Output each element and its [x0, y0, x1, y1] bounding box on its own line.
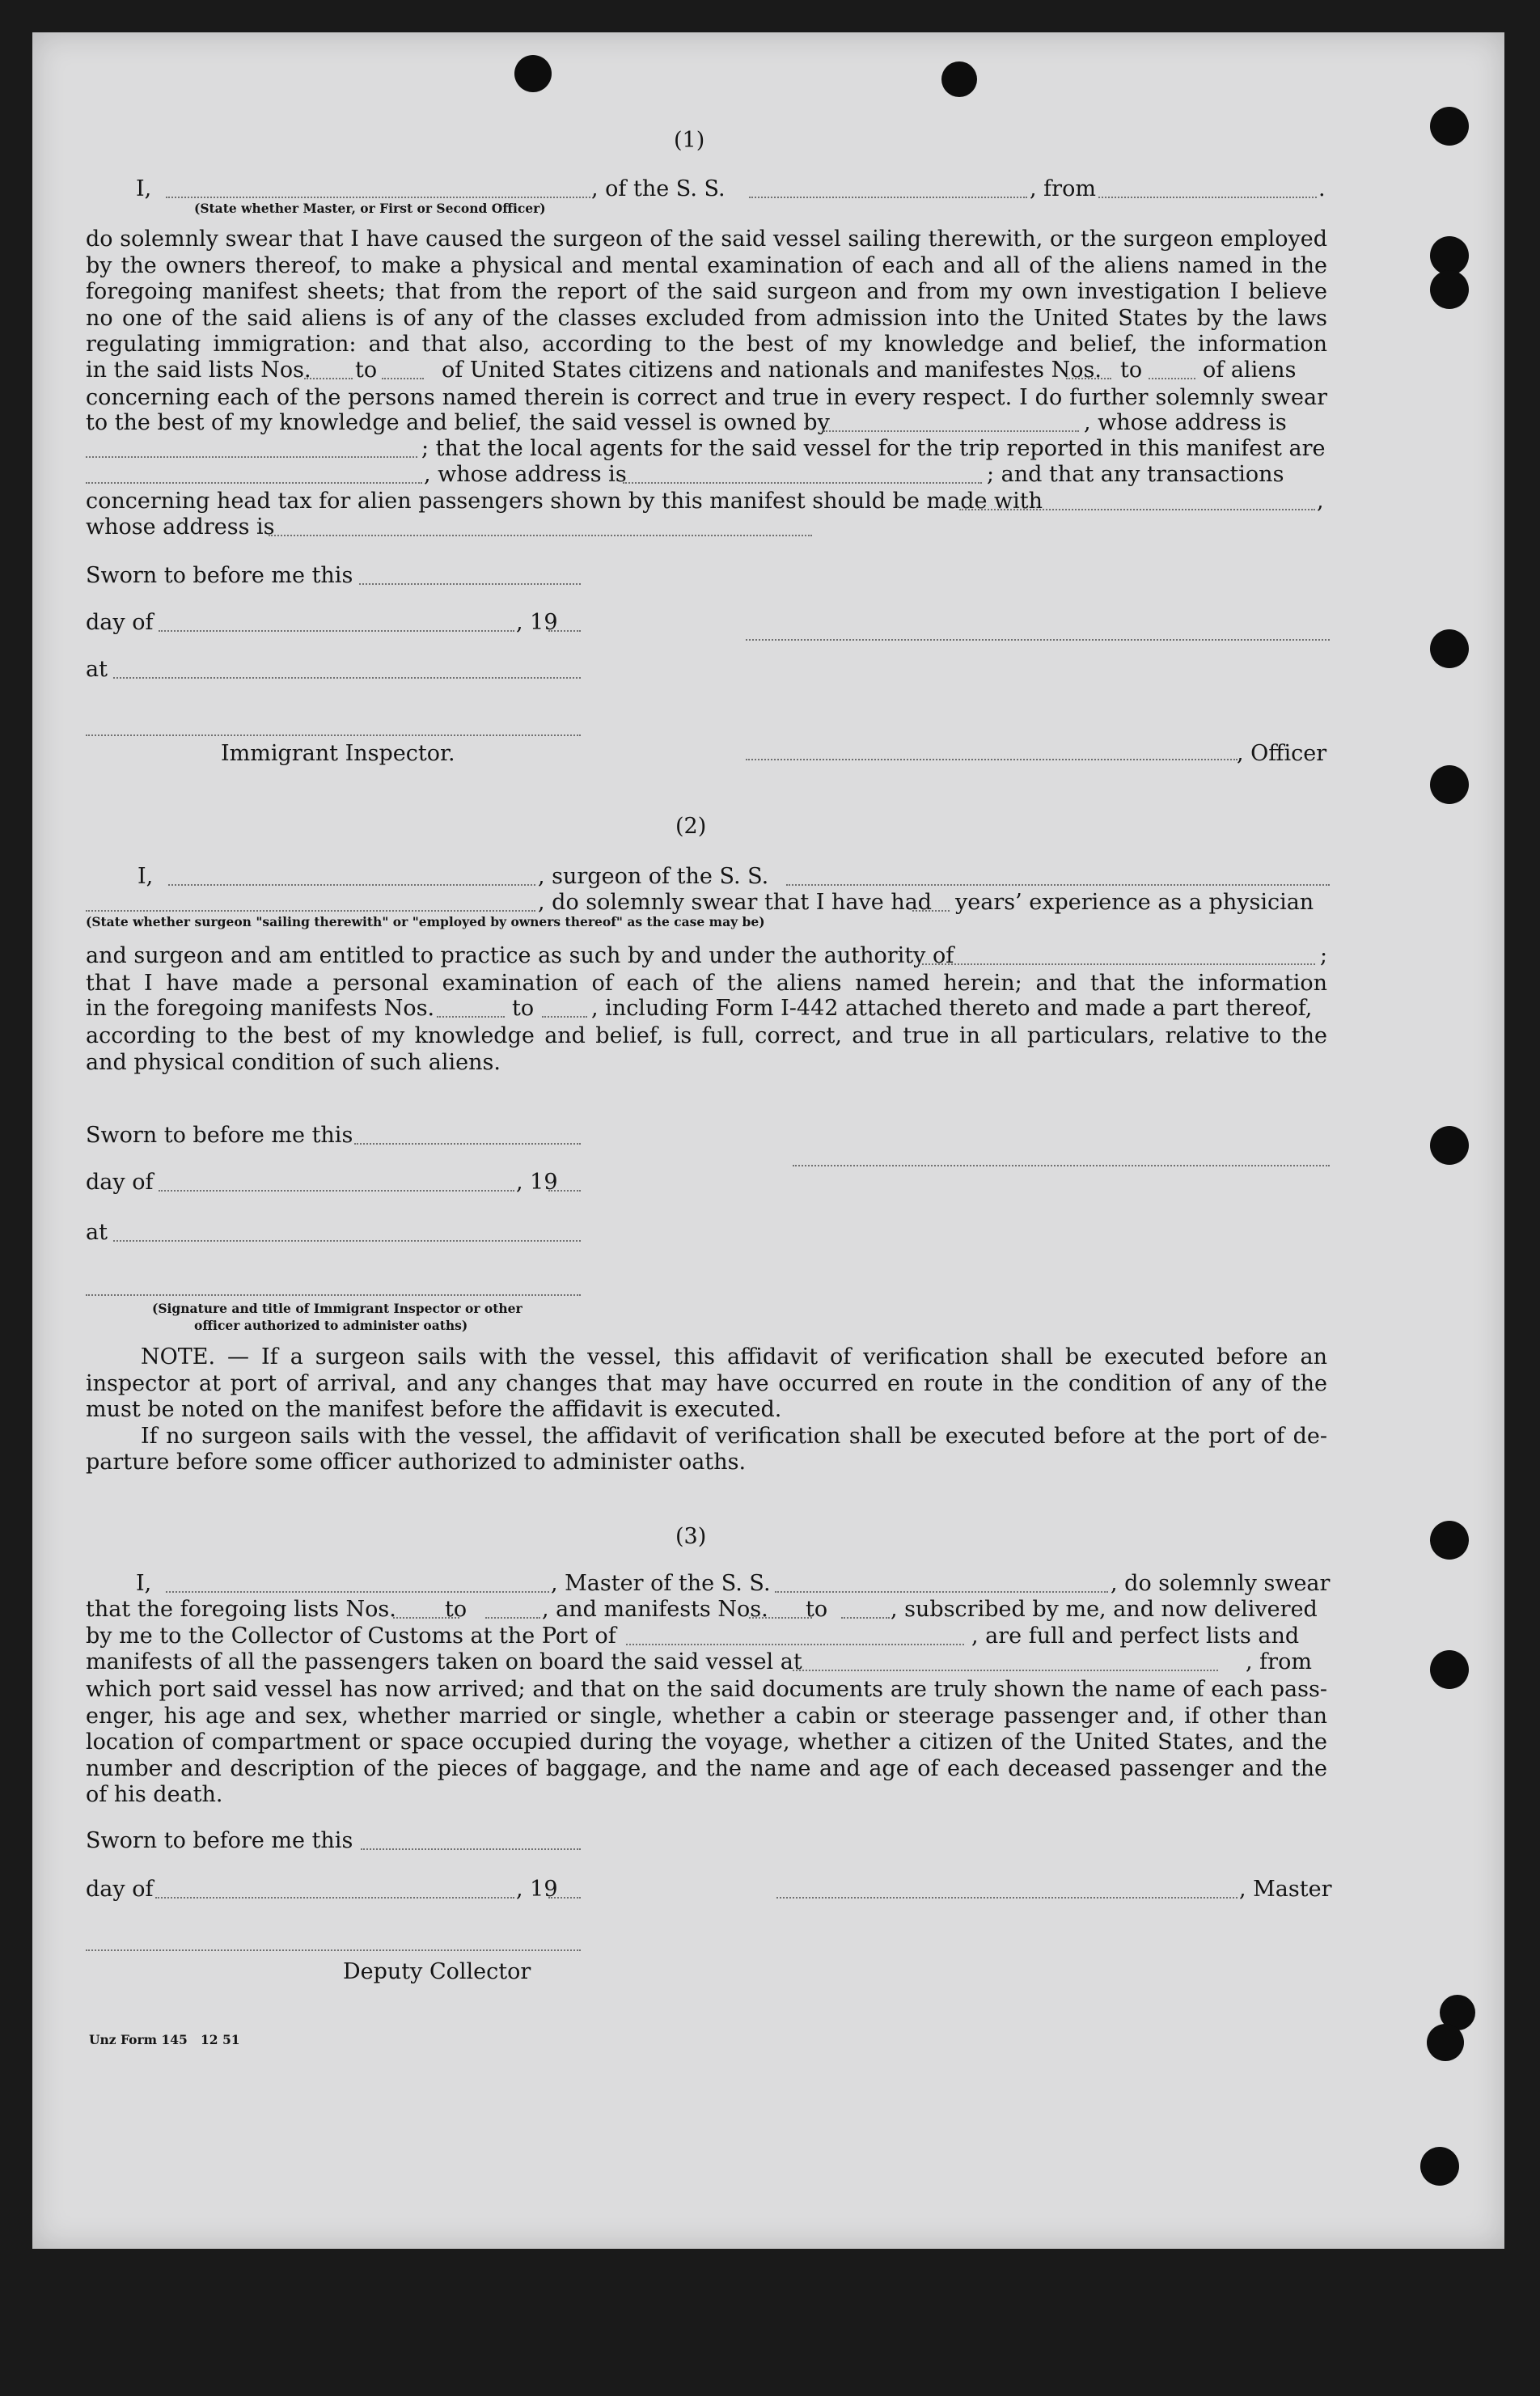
s2-manifests-from-line[interactable] [437, 1016, 505, 1018]
punch-hole [941, 61, 977, 97]
s2-sworn-label: Sworn to before me this [86, 1123, 353, 1148]
s3-collector-label: by me to the Collector of Customs at the Port of [86, 1623, 616, 1649]
s1-transactions-label: ; and that any transactions [987, 462, 1284, 487]
s2-to-label: to [512, 996, 535, 1021]
s1-period: . [1318, 176, 1326, 201]
s2-month-line[interactable] [159, 1190, 514, 1192]
s2-manifests-to-line[interactable] [542, 1016, 587, 1018]
s3-day-of-label: day of [86, 1877, 154, 1902]
s2-note-line: If no surgeon sails with the vessel, the affidavit of verification shall be executed before at the port of de- [141, 1423, 1327, 1449]
s1-of-ss-label: , of the S. S. [591, 176, 726, 201]
s1-officer-signature-line[interactable] [746, 759, 1238, 760]
section-1-heading: (1) [674, 128, 705, 153]
s1-year-label: , 19 [516, 610, 558, 635]
s2-at-line[interactable] [113, 1240, 581, 1242]
s3-vessel-name-line[interactable] [775, 1591, 1108, 1593]
s2-body-4 [86, 1023, 1327, 1076]
s1-manifests-from-line[interactable] [1066, 378, 1111, 379]
section-2-heading: (2) [675, 814, 707, 839]
s3-master-label: , Master of the S. S. [551, 1571, 771, 1596]
punch-hole [1430, 1650, 1469, 1689]
s3-master-signature-line[interactable] [776, 1897, 1238, 1899]
s1-aliens-label: of aliens [1203, 358, 1297, 383]
s1-owner-line[interactable] [823, 430, 1079, 432]
s2-inspector-signature-line[interactable] [86, 1294, 581, 1296]
s1-vessel-name-line[interactable] [749, 197, 1027, 198]
s3-master-sig-label: , Master [1239, 1877, 1332, 1902]
punch-hole [1430, 1126, 1469, 1165]
s3-year-label: , 19 [516, 1877, 558, 1902]
s2-sworn-date-line[interactable] [354, 1143, 581, 1145]
form-number: Unz Form 145 12 51 [89, 2032, 240, 2047]
s1-officer-label: , Officer [1237, 741, 1327, 766]
s3-sworn-date-line[interactable] [361, 1848, 581, 1850]
s1-body-line: no one of the said aliens is of any of the classes excluded from admission into the United States by the laws [86, 305, 1327, 331]
s2-form-i442-label: , including Form I-442 attached thereto and made a part thereof, [591, 996, 1313, 1021]
s3-from-label: , from [1246, 1649, 1312, 1674]
s2-surgeon-name-line[interactable] [168, 884, 535, 886]
s3-body [86, 1677, 1327, 1809]
s1-manifests-to-line[interactable] [1149, 378, 1195, 379]
s1-whose-address-label: whose address is [86, 514, 275, 540]
s3-year-line[interactable] [548, 1897, 581, 1899]
s1-body-7 [86, 385, 1327, 412]
s2-day-of-label: day of [86, 1170, 154, 1195]
s1-head-tax-label: concerning head tax for alien passengers shown by this manifest should be made with [86, 489, 1043, 514]
s2-swear-label: , do solemnly swear that I have had [538, 890, 933, 915]
s3-body-line: enger, his age and sex, whether married or single, whether a cabin or steerage passenger and, if other than [86, 1703, 1327, 1729]
s1-local-agents-label: ; that the local agents for the said vessel for the trip reported in this manifest are [421, 436, 1326, 461]
s1-agents-address-label: , whose address is [424, 462, 627, 487]
s2-note-line: NOTE. — If a surgeon sails with the vessel, this affidavit of verification shall be executed before an [141, 1344, 1327, 1369]
s2-body-2 [86, 971, 1327, 997]
punch-hole [1430, 765, 1469, 804]
s1-agents-line[interactable] [86, 482, 422, 484]
s2-signature-note-2: officer authorized to administer oaths) [194, 1318, 468, 1333]
s2-year-line[interactable] [548, 1190, 581, 1192]
s1-head-tax-line[interactable] [959, 509, 1315, 510]
s2-semicolon: ; [1320, 943, 1328, 968]
s1-day-of-label: day of [86, 610, 154, 635]
s1-sworn-label: Sworn to before me this [86, 563, 353, 588]
s1-year-line[interactable] [548, 630, 581, 632]
s2-manifests-nos-label: in the foregoing manifests Nos. [86, 996, 435, 1021]
s1-from-port-line[interactable] [1098, 197, 1317, 198]
s1-month-line[interactable] [159, 630, 514, 632]
punch-hole [1430, 270, 1469, 309]
s2-note-line: parture before some officer authorized to administer oaths. [86, 1450, 747, 1475]
s2-surgeon-note: (State whether surgeon "sailing therewith" or "employed by owners thereof" as the case may be) [86, 914, 765, 929]
s3-body-line: of his death. [86, 1782, 223, 1807]
s2-note-line: must be noted on the manifest before the affidavit is executed. [86, 1397, 782, 1422]
s3-lists-nos-label: that the foregoing lists Nos. [86, 1597, 396, 1622]
s1-lists-nos-label: in the said lists Nos. [86, 358, 311, 383]
s2-surgeon-signature-line[interactable] [793, 1165, 1330, 1166]
s3-manifests-from-line[interactable] [749, 1617, 812, 1619]
punch-hole [1430, 629, 1469, 668]
s2-experience-label: years’ experience as a physician [955, 890, 1314, 915]
s1-owned-by-label: to the best of my knowledge and belief, the said vessel is owned by [86, 410, 830, 435]
s1-officer-name-line[interactable] [166, 197, 590, 198]
s3-deputy-signature-line[interactable] [86, 1949, 581, 1951]
s3-to-label-2: to [806, 1597, 828, 1622]
s2-authority-line[interactable] [922, 963, 1315, 965]
s1-officer-note: (State whether Master, or First or Second Officer) [194, 201, 546, 216]
s1-body-line: by the owners thereof, to make a physical and mental examination of each and all of the aliens named in the [86, 252, 1327, 278]
s2-note [86, 1344, 1327, 1476]
s3-manifests-to-line[interactable] [841, 1617, 890, 1619]
s3-to-label: to [445, 1597, 468, 1622]
s3-full-lists-label: , are full and perfect lists and [971, 1623, 1300, 1649]
s1-from-label: , from [1030, 176, 1096, 201]
s3-lists-to-line[interactable] [485, 1617, 540, 1619]
s3-subscribed-label: , subscribed by me, and now delivered [891, 1597, 1318, 1622]
s3-i-label: I, [136, 1571, 152, 1596]
s1-i-label: I, [136, 176, 152, 201]
s2-i-label: I, [138, 864, 154, 889]
s2-vessel-name-line[interactable] [786, 884, 1330, 886]
s3-manifests-nos-label: , and manifests Nos. [542, 1597, 768, 1622]
s1-sworn-date-line[interactable] [359, 583, 581, 585]
s3-sworn-label: Sworn to before me this [86, 1828, 353, 1853]
s1-agents-address-line[interactable] [623, 482, 982, 484]
s1-owner-address-line[interactable] [86, 456, 417, 458]
s1-body-line: foregoing manifest sheets; that from the report of the said surgeon and from my own investigation I believe [86, 279, 1327, 304]
s2-years-line[interactable] [912, 910, 950, 912]
s3-deputy-label: Deputy Collector [343, 1959, 531, 1984]
s2-at-label: at [86, 1220, 108, 1245]
punch-hole [1430, 107, 1469, 146]
s2-signature-note-1: (Signature and title of Immigrant Inspector or other [152, 1301, 522, 1316]
s1-body-line: concerning each of the persons named therein is correct and true in every respect. I do further solemnly swear [86, 385, 1327, 410]
s3-port-line[interactable] [626, 1644, 964, 1645]
s2-authority-label: and surgeon and am entitled to practice as such by and under the authority of [86, 943, 954, 968]
s2-year-label: , 19 [516, 1170, 558, 1195]
s2-body-line: according to the best of my knowledge and belief, is full, correct, and true in all particulars, relative to the [86, 1023, 1327, 1048]
s2-surgeon-label: , surgeon of the S. S. [538, 864, 769, 889]
s1-officer-signature-top-line[interactable] [746, 639, 1330, 641]
s3-passengers-label: manifests of all the passengers taken on board the said vessel at [86, 1649, 802, 1674]
s1-to-label: to [355, 358, 378, 383]
s3-master-name-line[interactable] [166, 1591, 549, 1593]
s1-body-line: do solemnly swear that I have caused the surgeon of the said vessel sailing therewith, or the surgeon employed [86, 226, 1327, 252]
s1-lists-from-line[interactable] [304, 378, 353, 379]
s1-head-tax-address-line[interactable] [269, 535, 812, 536]
s2-note-line: inspector at port of arrival, and any changes that may have occurred en route in the condition of any of the [86, 1370, 1327, 1396]
s1-at-line[interactable] [113, 677, 581, 679]
s3-body-line: which port said vessel has now arrived; and that on the said documents are truly shown the name of each pass- [86, 1677, 1327, 1702]
s3-swear-label: , do solemnly swear [1111, 1571, 1331, 1596]
s1-owner-address-label: , whose address is [1084, 410, 1287, 435]
s1-body [86, 226, 1327, 358]
s1-inspector-label: Immigrant Inspector. [221, 741, 455, 766]
s1-inspector-signature-line[interactable] [86, 734, 581, 736]
punch-hole [1427, 2024, 1464, 2061]
s1-comma: , [1317, 489, 1324, 514]
s3-body-line: location of compartment or space occupied during the voyage, whether a citizen of the United States, and the [86, 1729, 1327, 1755]
s1-to-label-2: to [1120, 358, 1143, 383]
punch-hole [1430, 236, 1469, 275]
form-page [32, 32, 1504, 2249]
punch-hole [1420, 2147, 1459, 2186]
s2-surgeon-capacity-line[interactable] [86, 910, 535, 912]
s2-body-line: that I have made a personal examination of each of the aliens named herein; and that the information [86, 971, 1327, 996]
punch-hole [514, 55, 552, 92]
s2-body-line: and physical condition of such aliens. [86, 1049, 501, 1075]
punch-hole [1430, 1521, 1469, 1560]
s1-body-line: regulating immigration: and that also, according to the best of my knowledge and belief, the information [86, 332, 1327, 357]
s1-at-label: at [86, 657, 108, 682]
section-3-heading: (3) [675, 1524, 707, 1549]
s3-body-line: number and description of the pieces of baggage, and the name and age of each deceased passenger and the [86, 1755, 1327, 1781]
s1-lists-to-line[interactable] [382, 378, 424, 379]
s3-month-line[interactable] [155, 1897, 514, 1899]
s1-citizens-label: of United States citizens and nationals and manifestes Nos. [442, 358, 1102, 383]
s3-boarding-port-line[interactable] [793, 1670, 1218, 1671]
